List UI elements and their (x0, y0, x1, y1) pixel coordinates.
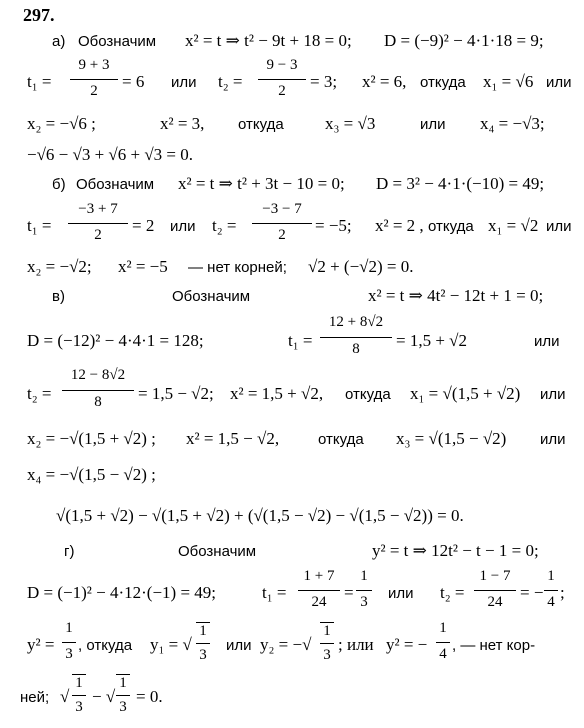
part-a-t1-value: = 6 (122, 72, 145, 91)
part-v-t2-value: = 1,5 − √2; (138, 384, 214, 403)
part-v-t1-value: = 1,5 + √2 (396, 331, 468, 350)
part-g-t1-value-fraction (356, 569, 372, 613)
part-b-substitution: x² = t ⇒ t² + 3t − 10 = 0; (178, 174, 345, 193)
part-v-x4: x₄ = −√(1,5 − √2) ; (27, 465, 156, 484)
part-g-no-roots: , — нет кор- (452, 637, 536, 654)
part-b-x2: x₂ = −√2; (27, 257, 92, 276)
part-g-check-result: = 0. (136, 687, 163, 706)
part-g-label: г) (64, 543, 75, 560)
part-a-t1-fraction (70, 58, 118, 102)
part-g-t2-denominator: 24 (487, 594, 503, 610)
part-a-label: а) (52, 33, 66, 50)
part-g-or-2: или (226, 637, 252, 654)
part-b-t1-label: t₁ = (27, 216, 52, 235)
part-a-t1-denominator: 2 (90, 83, 98, 99)
part-g-t2-numerator: 1 − 7 (479, 568, 511, 584)
part-a-t1-label: t₁ = (27, 72, 52, 91)
part-a-discriminant: D = (−9)² − 4·1·18 = 9; (384, 31, 544, 50)
part-a-t2-numerator: 9 − 3 (266, 57, 298, 73)
part-b-intro: Обозначим (76, 176, 155, 193)
part-g-y2-denominator: 3 (65, 646, 73, 662)
part-b-t1-denominator: 2 (94, 227, 102, 243)
part-g-y2-root-denominator: 3 (323, 647, 331, 663)
part-g-whence: , откуда (78, 637, 133, 654)
part-g-t1-eq: = (344, 583, 354, 602)
part-b-no-roots: — нет корней; (188, 259, 287, 276)
part-a-whence-2: откуда (238, 116, 284, 133)
part-v-substitution: x² = t ⇒ 4t² − 12t + 1 = 0; (368, 286, 544, 305)
part-b-t2-value: = −5; (315, 216, 352, 235)
part-g-t1-label: t₁ = (262, 583, 287, 602)
part-a-x2: x₂ = −√6 ; (27, 114, 96, 133)
part-g-y2-numerator: 1 (65, 620, 73, 636)
part-v-whence-2: откуда (318, 431, 364, 448)
part-g-t2-label: t₂ = (440, 583, 465, 602)
part-g-y2-neg-label: y² = − (386, 635, 428, 654)
part-a-t2-fraction (258, 58, 306, 102)
part-a-or-3: или (420, 116, 446, 133)
part-a-x1: x₁ = √6 (483, 72, 534, 91)
part-a-check: −√6 − √3 + √6 + √3 = 0. (27, 145, 194, 164)
part-g-y2-fraction (62, 621, 76, 665)
part-v-whence-1: откуда (345, 386, 391, 403)
part-v-t1-denominator: 8 (352, 341, 360, 357)
part-g-t2-eq: = − (520, 583, 544, 602)
part-b-eq-x2: x² = 2 , (375, 216, 424, 235)
part-g-y2-neg-denominator: 4 (439, 646, 447, 662)
part-g-y1-fraction (196, 624, 210, 668)
part-b-t2-denominator: 2 (278, 227, 286, 243)
part-b-t1-fraction (68, 202, 128, 246)
part-v-or-2: или (540, 386, 566, 403)
part-v-intro: Обозначим (172, 288, 251, 305)
part-g-y2-root-fraction (320, 624, 334, 668)
part-g-t1-fraction (298, 569, 340, 613)
part-g-sqrt-1: √ (60, 687, 70, 706)
part-v-x3: x₃ = √(1,5 − √2) (396, 429, 507, 448)
part-g-y1-numerator: 1 (199, 623, 207, 639)
part-g-check-denominator-1: 3 (75, 699, 83, 715)
part-b-x1: x₁ = √2 (488, 216, 539, 235)
part-g-t2-semicolon: ; (560, 583, 565, 602)
part-a-eq-x2-3: x² = 3, (160, 114, 205, 133)
part-v-t2-label: t₂ = (27, 384, 52, 403)
part-g-t1-denominator: 24 (311, 594, 327, 610)
part-a-substitution: x² = t ⇒ t² − 9t + 18 = 0; (185, 31, 352, 50)
part-v-label: в) (52, 288, 65, 305)
part-g-no-roots-end: ней; (20, 689, 50, 706)
part-v-t1-numerator: 12 + 8√2 (328, 314, 384, 330)
part-a-or-2: или (546, 74, 572, 91)
part-v-or-1: или (534, 333, 560, 350)
part-g-substitution: y² = t ⇒ 12t² − t − 1 = 0; (372, 541, 539, 560)
part-v-t2-numerator: 12 − 8√2 (70, 367, 126, 383)
part-b-label: б) (52, 176, 66, 193)
part-b-t1-numerator: −3 + 7 (78, 201, 118, 217)
part-b-whence: откуда (428, 218, 474, 235)
part-g-t2-value-denominator: 4 (547, 594, 555, 610)
part-v-eq-x2-1: x² = 1,5 + √2, (230, 384, 324, 403)
part-g-check-denominator-2: 3 (119, 699, 127, 715)
part-g-y2-root-label: y₂ = −√ (260, 635, 312, 654)
part-a-x3: x₃ = √3 (325, 114, 376, 133)
part-g-y1-denominator: 3 (199, 647, 207, 663)
part-g-t2-value-numerator: 1 (547, 568, 555, 584)
part-b-t2-fraction (252, 202, 312, 246)
part-b-or-2: или (546, 218, 572, 235)
part-g-y2-neg-numerator: 1 (439, 620, 447, 636)
part-g-discriminant: D = (−1)² − 4·12·(−1) = 49; (27, 583, 217, 602)
part-a-t2-label: t₂ = (218, 72, 243, 91)
part-a-eq-x2: x² = 6, (362, 72, 407, 91)
part-g-t1-value-denominator: 3 (360, 594, 368, 610)
part-g-y2-neg-fraction (436, 621, 450, 665)
part-g-check-fraction-1 (72, 676, 86, 720)
part-b-discriminant: D = 3² − 4·1·(−10) = 49; (376, 174, 545, 193)
part-a-whence-1: откуда (420, 74, 466, 91)
part-g-intro: Обозначим (178, 543, 257, 560)
part-v-t2-fraction (62, 368, 134, 414)
part-g-t1-numerator: 1 + 7 (303, 568, 335, 584)
part-a-t2-value: = 3; (310, 72, 338, 91)
part-g-or-1: или (388, 585, 414, 602)
part-g-check-fraction-2 (116, 676, 130, 720)
part-g-y1-label: y₁ = √ (150, 635, 192, 654)
part-b-or-1: или (170, 218, 196, 235)
part-a-t1-numerator: 9 + 3 (78, 57, 110, 73)
part-v-x2: x₂ = −√(1,5 + √2) ; (27, 429, 156, 448)
part-a-intro: Обозначим (78, 33, 157, 50)
part-g-y2-root-numerator: 1 (323, 623, 331, 639)
part-v-t1-fraction (320, 315, 392, 361)
part-v-check: √(1,5 + √2) − √(1,5 + √2) + (√(1,5 − √2) − √(1,5 − √2)) = 0. (56, 506, 464, 525)
part-a-x4: x₄ = −√3; (480, 114, 545, 133)
part-g-t2-fraction (474, 569, 516, 613)
part-b-eq-x2-neg: x² = −5 (118, 257, 168, 276)
part-a-t2-denominator: 2 (278, 83, 286, 99)
part-g-minus-sqrt: − √ (92, 687, 116, 706)
part-g-check-numerator-2: 1 (119, 675, 127, 691)
part-g-t1-value-numerator: 1 (360, 568, 368, 584)
part-g-check-numerator-1: 1 (75, 675, 83, 691)
part-g-y2-label: y² = (27, 635, 55, 654)
part-g-or-3: ; или (338, 635, 374, 654)
part-b-t1-value: = 2 (132, 216, 155, 235)
part-b-t2-numerator: −3 − 7 (262, 201, 302, 217)
part-v-t1-label: t₁ = (288, 331, 313, 350)
problem-number: 297. (23, 5, 55, 25)
part-a-or-1: или (171, 74, 197, 91)
part-b-check: √2 + (−√2) = 0. (308, 257, 414, 276)
part-g-t2-value-fraction (544, 569, 558, 613)
part-v-or-3: или (540, 431, 566, 448)
part-v-eq-x2-2: x² = 1,5 − √2, (186, 429, 280, 448)
part-v-x1: x₁ = √(1,5 + √2) (410, 384, 521, 403)
part-b-t2-label: t₂ = (212, 216, 237, 235)
part-v-t2-denominator: 8 (94, 394, 102, 410)
part-v-discriminant: D = (−12)² − 4·4·1 = 128; (27, 331, 204, 350)
